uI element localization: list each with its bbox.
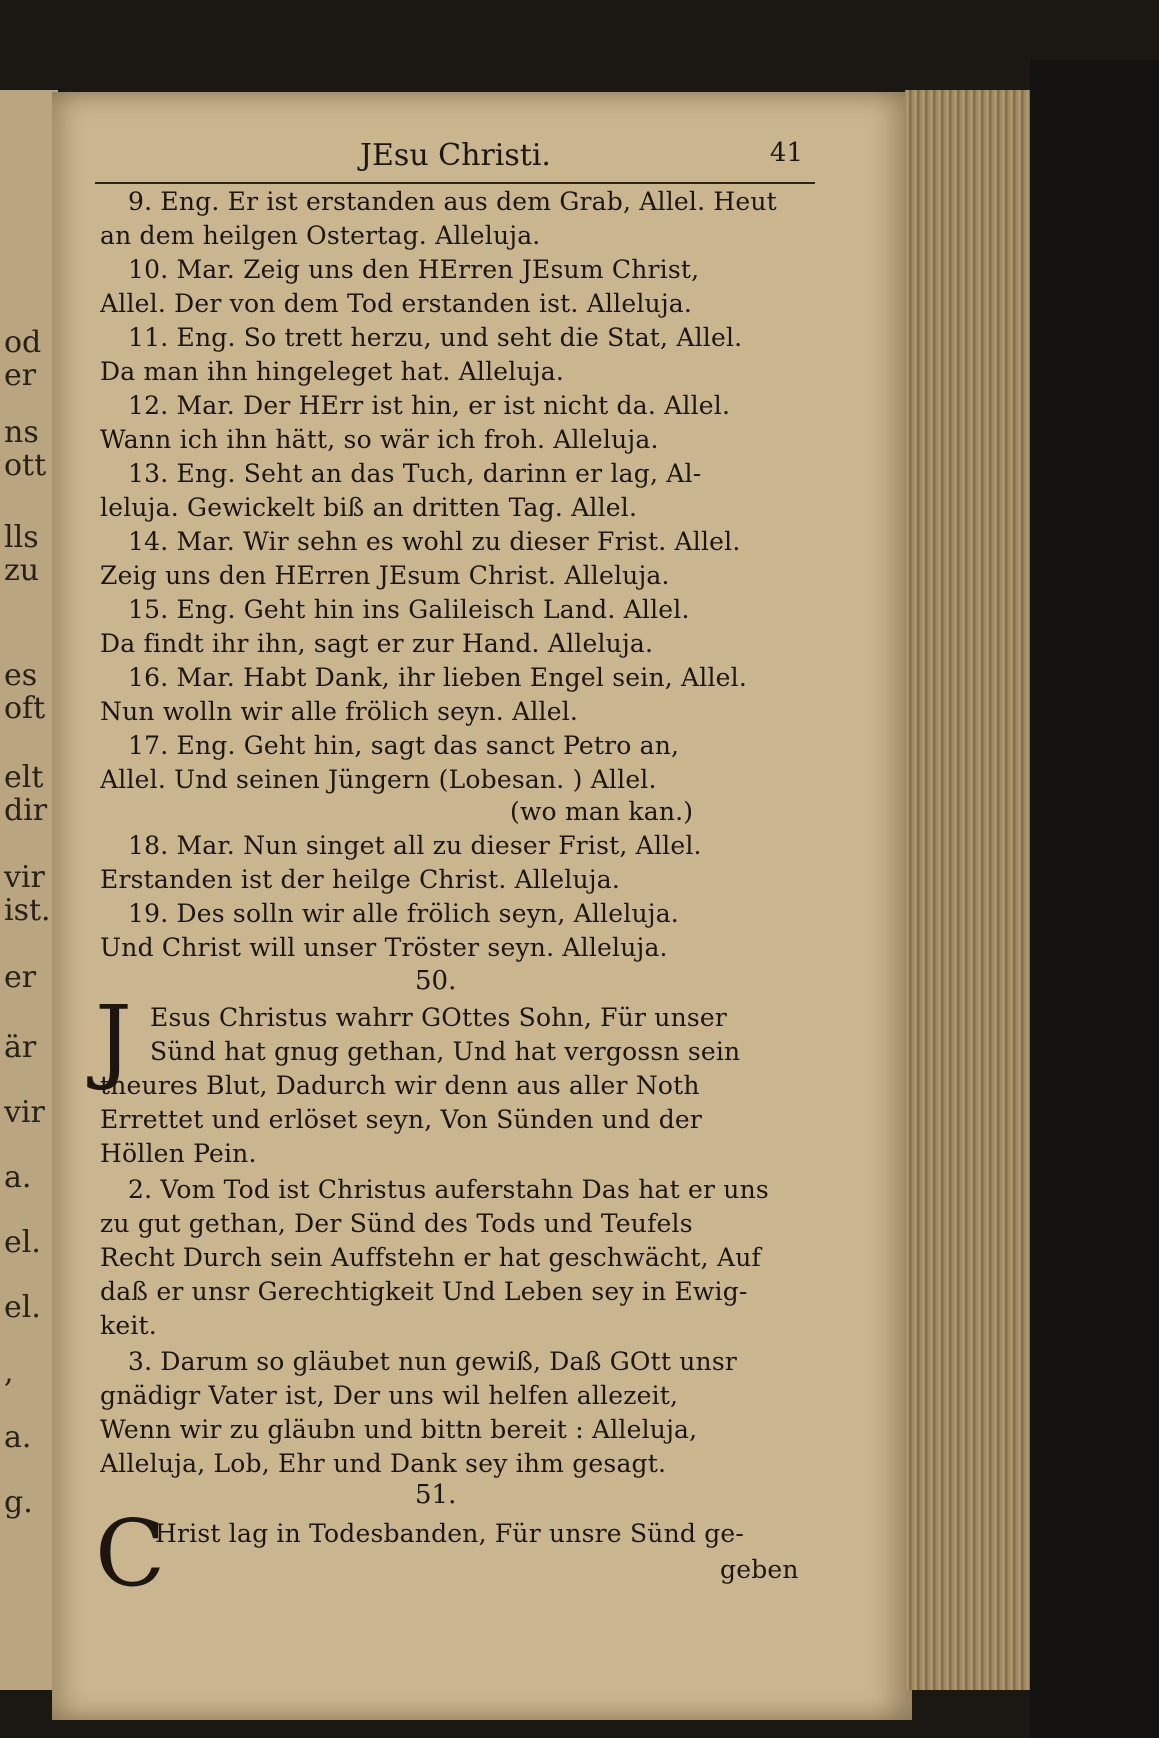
text-line: 14. Mar. Wir sehn es wohl zu dieser Frist. Allel. <box>128 527 741 556</box>
text-line: 9. Eng. Er ist erstanden aus dem Grab, Allel. Heut <box>128 187 777 216</box>
text-line: Nun wolln wir alle frölich seyn. Allel. <box>100 697 579 726</box>
text-line-bracketed: (wo man kan.) <box>510 797 694 826</box>
page-edges <box>905 90 1035 1690</box>
book-cover <box>1030 60 1159 1738</box>
text-line: 17. Eng. Geht hin, sagt das sanct Petro an, <box>128 731 680 760</box>
left-page-fragment: er <box>4 960 37 995</box>
drop-cap: C <box>95 1500 166 1607</box>
drop-cap: J <box>95 986 132 1093</box>
text-line: Erstanden ist der heilge Christ. Alleluja. <box>100 865 620 894</box>
text-line: 11. Eng. So trett herzu, und seht die Stat, Allel. <box>128 323 743 352</box>
left-page-fragment: vir <box>4 1095 45 1130</box>
left-page-fragment: a. <box>4 1420 32 1455</box>
text-line: Da findt ihr ihn, sagt er zur Hand. Alleluja. <box>100 629 654 658</box>
text-line: 12. Mar. Der HErr ist hin, er ist nicht da. Allel. <box>128 391 731 420</box>
text-line: Sünd hat gnug gethan, Und hat vergossn sein <box>150 1037 741 1066</box>
left-page-fragment: er <box>4 358 37 393</box>
text-line: keit. <box>100 1311 157 1340</box>
text-line: Und Christ will unser Tröster seyn. Alleluja. <box>100 933 668 962</box>
left-page-fragment: el. <box>4 1225 41 1260</box>
text-line: zu gut gethan, Der Sünd des Tods und Teufels <box>100 1209 693 1238</box>
text-line: 2. Vom Tod ist Christus auferstahn Das hat er uns <box>128 1175 769 1204</box>
running-title: JEsu Christi. <box>360 138 551 173</box>
text-line: 19. Des solln wir alle frölich seyn, Alleluja. <box>128 899 679 928</box>
left-page-fragment: lls <box>4 520 39 555</box>
text-line: 18. Mar. Nun singet all zu dieser Frist, Allel. <box>128 831 702 860</box>
text-line: Da man ihn hingeleget hat. Alleluja. <box>100 357 564 386</box>
left-page-fragment: es <box>4 658 38 693</box>
left-page-fragment: oft <box>4 691 46 726</box>
left-page-fragment: a. <box>4 1160 32 1195</box>
text-line: theures Blut, Dadurch wir denn aus aller Noth <box>100 1071 700 1100</box>
text-line: 16. Mar. Habt Dank, ihr lieben Engel sein, Allel. <box>128 663 748 692</box>
left-page-fragment: dir <box>4 793 48 828</box>
text-line: Recht Durch sein Auffstehn er hat geschwächt, Auf <box>100 1243 761 1272</box>
text-line: Hrist lag in Todesbanden, Für unsre Sünd ge- <box>155 1519 745 1548</box>
text-line: 13. Eng. Seht an das Tuch, darinn er lag, Al- <box>128 459 702 488</box>
left-page-fragment: od <box>4 325 42 360</box>
text-line: Wenn wir zu gläubn und bittn bereit : Alleluja, <box>100 1415 698 1444</box>
text-line: 3. Darum so gläubet nun gewiß, Daß GOtt unsr <box>128 1347 737 1376</box>
text-line: Esus Christus wahrr GOttes Sohn, Für unser <box>150 1003 728 1032</box>
hymn-number: 50. <box>415 966 457 996</box>
left-page-fragment: ott <box>4 448 47 483</box>
left-page-fragment: elt <box>4 760 44 795</box>
text-line: leluja. Gewickelt biß an dritten Tag. Allel. <box>100 493 638 522</box>
text-line: Alleluja, Lob, Ehr und Dank sey ihm gesagt. <box>100 1449 667 1478</box>
text-line: 10. Mar. Zeig uns den HErren JEsum Christ, <box>128 255 700 284</box>
text-line: Errettet und erlöset seyn, Von Sünden und der <box>100 1105 703 1134</box>
page-number: 41 <box>769 138 803 168</box>
hymn-number: 51. <box>415 1480 457 1510</box>
text-line: an dem heilgen Ostertag. Alleluja. <box>100 221 541 250</box>
left-page-fragment: ist. <box>4 893 51 928</box>
text-line: Allel. Und seinen Jüngern (Lobesan. ) Allel. <box>100 765 657 794</box>
left-page-fragment: g. <box>4 1485 33 1520</box>
left-page-fragment: el. <box>4 1290 41 1325</box>
left-page-fragment: vir <box>4 860 45 895</box>
left-page-edge <box>0 90 58 1690</box>
left-page-fragment: är <box>4 1030 37 1065</box>
text-line: Höllen Pein. <box>100 1139 257 1168</box>
text-line: 15. Eng. Geht hin ins Galileisch Land. Allel. <box>128 595 690 624</box>
text-line: daß er unsr Gerechtigkeit Und Leben sey in Ewig- <box>100 1277 748 1306</box>
left-page-fragment: zu <box>4 553 40 588</box>
text-line: Allel. Der von dem Tod erstanden ist. Alleluja. <box>100 289 693 318</box>
text-line: Zeig uns den HErren JEsum Christ. Alleluja. <box>100 561 670 590</box>
text-line: Wann ich ihn hätt, so wär ich froh. Alleluja. <box>100 425 659 454</box>
running-header <box>95 138 815 184</box>
left-page-fragment: , <box>4 1355 14 1390</box>
text-line: gnädigr Vater ist, Der uns wil helfen allezeit, <box>100 1381 679 1410</box>
catchword: geben <box>720 1555 799 1584</box>
left-page-fragment: ns <box>4 415 39 450</box>
